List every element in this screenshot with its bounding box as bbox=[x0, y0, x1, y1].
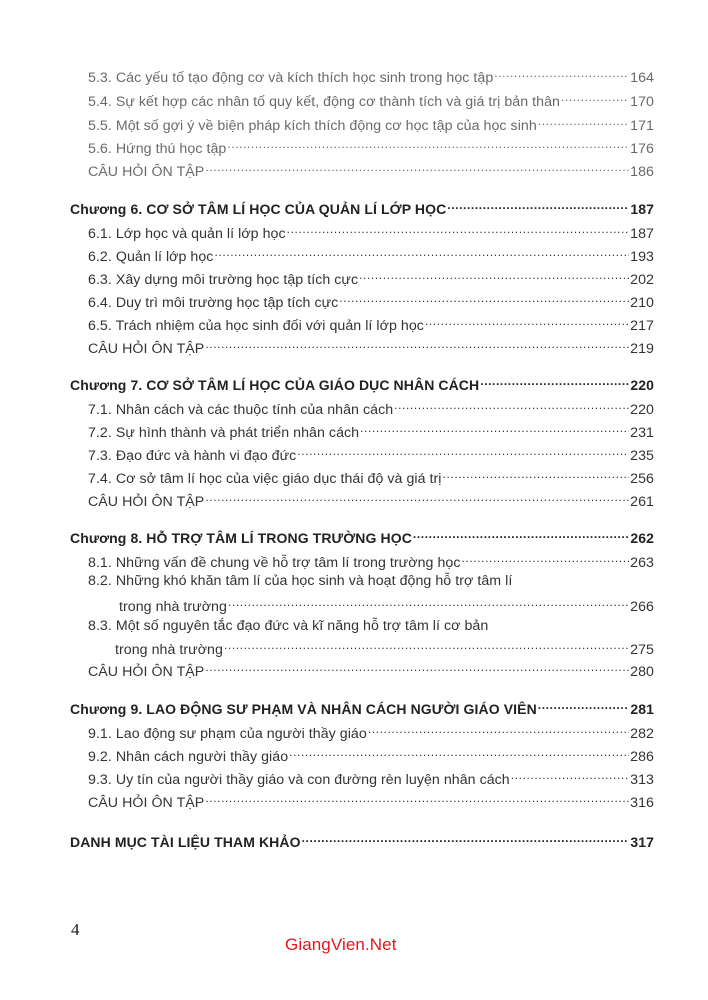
toc-entry-page: 266 bbox=[630, 599, 654, 615]
toc-entry-9-3[interactable] bbox=[88, 766, 654, 789]
toc-chapter-8[interactable] bbox=[70, 525, 654, 547]
dot-leader bbox=[205, 789, 629, 807]
references-title: DANH MỤC TÀI LIỆU THAM KHẢO bbox=[70, 834, 301, 850]
toc-entry-page: 176 bbox=[630, 141, 654, 157]
dot-leader bbox=[214, 243, 629, 261]
dot-leader bbox=[538, 112, 629, 130]
toc-entry-page: 280 bbox=[630, 664, 654, 680]
dot-leader bbox=[205, 158, 629, 176]
toc-entry-9-1[interactable] bbox=[88, 720, 654, 743]
toc-entry-7-3[interactable] bbox=[88, 442, 654, 465]
dot-leader bbox=[447, 196, 629, 214]
dot-leader bbox=[205, 335, 629, 353]
toc-entry-6-2[interactable] bbox=[88, 243, 654, 266]
dot-leader bbox=[494, 64, 629, 82]
toc-entry-page: 210 bbox=[630, 295, 654, 311]
toc-entry-5-4[interactable] bbox=[88, 88, 654, 111]
toc-references[interactable] bbox=[70, 829, 654, 851]
toc-entry-label: 5.3. Các yếu tố tạo động cơ và kích thích học sinh trong học tập bbox=[88, 70, 494, 86]
toc-entry-page: 171 bbox=[630, 118, 654, 134]
toc-entry-review-5[interactable] bbox=[88, 158, 654, 181]
dot-leader bbox=[359, 266, 629, 284]
toc-entry-label: 6.3. Xây dựng môi trường học tập tích cực bbox=[88, 272, 359, 288]
toc-entry-5-6[interactable] bbox=[88, 135, 654, 158]
toc-entry-9-2[interactable] bbox=[88, 743, 654, 766]
toc-entry-8-1[interactable] bbox=[88, 549, 654, 572]
dot-leader bbox=[413, 525, 629, 543]
toc-entry-page: 313 bbox=[630, 772, 654, 788]
dot-leader bbox=[339, 289, 629, 307]
toc-entry-label: 7.3. Đạo đức và hành vi đạo đức bbox=[88, 448, 297, 464]
chapter-page: 262 bbox=[630, 530, 654, 546]
dot-leader bbox=[480, 372, 629, 390]
toc-entry-6-1[interactable] bbox=[88, 220, 654, 243]
toc-entry-5-3[interactable] bbox=[88, 64, 654, 87]
dot-leader bbox=[205, 658, 629, 676]
dot-leader bbox=[360, 419, 629, 437]
toc-entry-label: CÂU HỎI ÔN TẬP bbox=[88, 164, 205, 180]
toc-entry-page: 286 bbox=[630, 749, 654, 765]
dot-leader bbox=[511, 766, 629, 784]
toc-entry-review-7[interactable] bbox=[88, 488, 654, 511]
dot-leader bbox=[368, 720, 629, 738]
dot-leader bbox=[538, 696, 630, 714]
toc-chapter-9[interactable] bbox=[70, 696, 654, 718]
dot-leader bbox=[289, 743, 629, 761]
dot-leader bbox=[425, 312, 629, 330]
dot-leader bbox=[228, 593, 629, 611]
toc-entry-page: 263 bbox=[630, 555, 654, 571]
toc-entry-label: 9.1. Lao động sư phạm của người thầy giáo bbox=[88, 726, 367, 742]
dot-leader bbox=[302, 829, 630, 847]
toc-entry-page: 282 bbox=[630, 726, 654, 742]
toc-entry-review-9[interactable] bbox=[88, 789, 654, 812]
dot-leader bbox=[461, 549, 629, 567]
toc-entry-label: 7.4. Cơ sở tâm lí học của việc giáo dục thái độ và giá trị bbox=[88, 471, 442, 487]
page-number: 4 bbox=[71, 920, 80, 939]
toc-entry-6-3[interactable] bbox=[88, 266, 654, 289]
chapter-page: 187 bbox=[630, 201, 654, 217]
dot-leader bbox=[224, 636, 629, 654]
toc-entry-page: 164 bbox=[630, 70, 654, 86]
toc-entry-page: 256 bbox=[630, 471, 654, 487]
dot-leader bbox=[287, 220, 630, 238]
toc-entry-page: 202 bbox=[630, 272, 654, 288]
toc-entry-8-2-continuation[interactable] bbox=[119, 593, 654, 616]
toc-entry-label: 7.2. Sự hình thành và phát triển nhân cách bbox=[88, 425, 360, 441]
toc-entry-page: 217 bbox=[630, 318, 654, 334]
dot-leader bbox=[443, 465, 630, 483]
toc-entry-label: 8.1. Những vấn đề chung về hỗ trợ tâm lí trong trường học bbox=[88, 555, 461, 571]
chapter-title: Chương 9. LAO ĐỘNG SƯ PHẠM VÀ NHÂN CÁCH NGƯỜI GIÁO VIÊN bbox=[70, 701, 537, 717]
toc-entry-5-5[interactable] bbox=[88, 112, 654, 135]
watermark: GiangVien.Net bbox=[285, 935, 397, 954]
toc-entry-page: 316 bbox=[630, 795, 654, 811]
toc-entry-review-6[interactable] bbox=[88, 335, 654, 358]
toc-entry-8-3[interactable] bbox=[88, 617, 588, 635]
toc-entry-6-5[interactable] bbox=[88, 312, 654, 335]
toc-entry-label: CÂU HỎI ÔN TẬP bbox=[88, 664, 205, 680]
toc-entry-label: 8.2. Những khó khăn tâm lí của học sinh và hoạt động hỗ trợ tâm lí bbox=[88, 573, 513, 589]
toc-entry-page: 186 bbox=[630, 164, 654, 180]
toc-entry-page: 187 bbox=[630, 226, 654, 242]
toc-entry-7-4[interactable] bbox=[88, 465, 654, 488]
dot-leader bbox=[227, 135, 629, 153]
toc-chapter-6[interactable] bbox=[70, 196, 654, 218]
references-page: 317 bbox=[630, 834, 654, 850]
toc-entry-label: 6.2. Quản lí lớp học bbox=[88, 249, 214, 265]
toc-entry-label: 6.4. Duy trì môi trường học tập tích cực bbox=[88, 295, 339, 311]
toc-entry-continuation: trong nhà trường bbox=[119, 599, 227, 615]
chapter-title: Chương 8. HỖ TRỢ TÂM LÍ TRONG TRƯỜNG HỌC bbox=[70, 530, 412, 546]
toc-entry-label: 5.6. Hứng thú học tập bbox=[88, 141, 227, 157]
toc-entry-continuation: trong nhà trường bbox=[115, 642, 223, 658]
toc-entry-page: 261 bbox=[630, 494, 654, 510]
toc-entry-page: 235 bbox=[630, 448, 654, 464]
toc-entry-label: 5.4. Sự kết hợp các nhân tố quy kết, động cơ thành tích và giá trị bản thân bbox=[88, 94, 560, 110]
toc-entry-page: 170 bbox=[630, 94, 654, 110]
dot-leader bbox=[394, 396, 629, 414]
dot-leader bbox=[561, 88, 629, 106]
toc-entry-label: 7.1. Nhân cách và các thuộc tính của nhân cách bbox=[88, 402, 394, 418]
toc-entry-8-3-continuation[interactable] bbox=[115, 636, 654, 659]
toc-entry-page: 220 bbox=[630, 402, 654, 418]
chapter-title: Chương 6. CƠ SỞ TÂM LÍ HỌC CỦA QUẢN LÍ LỚP HỌC bbox=[70, 201, 447, 217]
chapter-page: 220 bbox=[630, 377, 654, 393]
dot-leader bbox=[297, 442, 629, 460]
toc-entry-6-4[interactable] bbox=[88, 289, 654, 312]
toc-entry-7-2[interactable] bbox=[88, 419, 654, 442]
toc-entry-label: CÂU HỎI ÔN TẬP bbox=[88, 341, 205, 357]
toc-entry-label: 6.5. Trách nhiệm của học sinh đối với quản lí lớp học bbox=[88, 318, 424, 334]
toc-entry-label: 9.2. Nhân cách người thầy giáo bbox=[88, 749, 289, 765]
chapter-page: 281 bbox=[630, 701, 654, 717]
toc-entry-label: CÂU HỎI ÔN TẬP bbox=[88, 494, 205, 510]
chapter-title: Chương 7. CƠ SỞ TÂM LÍ HỌC CỦA GIÁO DỤC NHÂN CÁCH bbox=[70, 377, 480, 393]
toc-entry-label: 5.5. Một số gợi ý về biện pháp kích thích động cơ học tập của học sinh bbox=[88, 118, 537, 134]
toc-entry-page: 193 bbox=[630, 249, 654, 265]
toc-entry-7-1[interactable] bbox=[88, 396, 654, 419]
toc-entry-label: 9.3. Uy tín của người thầy giáo và con đường rèn luyện nhân cách bbox=[88, 772, 510, 788]
toc-entry-label: 6.1. Lớp học và quản lí lớp học bbox=[88, 226, 286, 242]
toc-entry-page: 219 bbox=[630, 341, 654, 357]
toc-entry-8-2[interactable] bbox=[88, 572, 588, 590]
toc-chapter-7[interactable] bbox=[70, 372, 654, 394]
toc-entry-label: 8.3. Một số nguyên tắc đạo đức và kĩ năng hỗ trợ tâm lí cơ bản bbox=[88, 618, 489, 634]
toc-entry-page: 231 bbox=[630, 425, 654, 441]
toc-entry-label: CÂU HỎI ÔN TẬP bbox=[88, 795, 205, 811]
toc-entry-review-8[interactable] bbox=[88, 658, 654, 681]
dot-leader bbox=[205, 488, 629, 506]
toc-entry-page: 275 bbox=[630, 642, 654, 658]
